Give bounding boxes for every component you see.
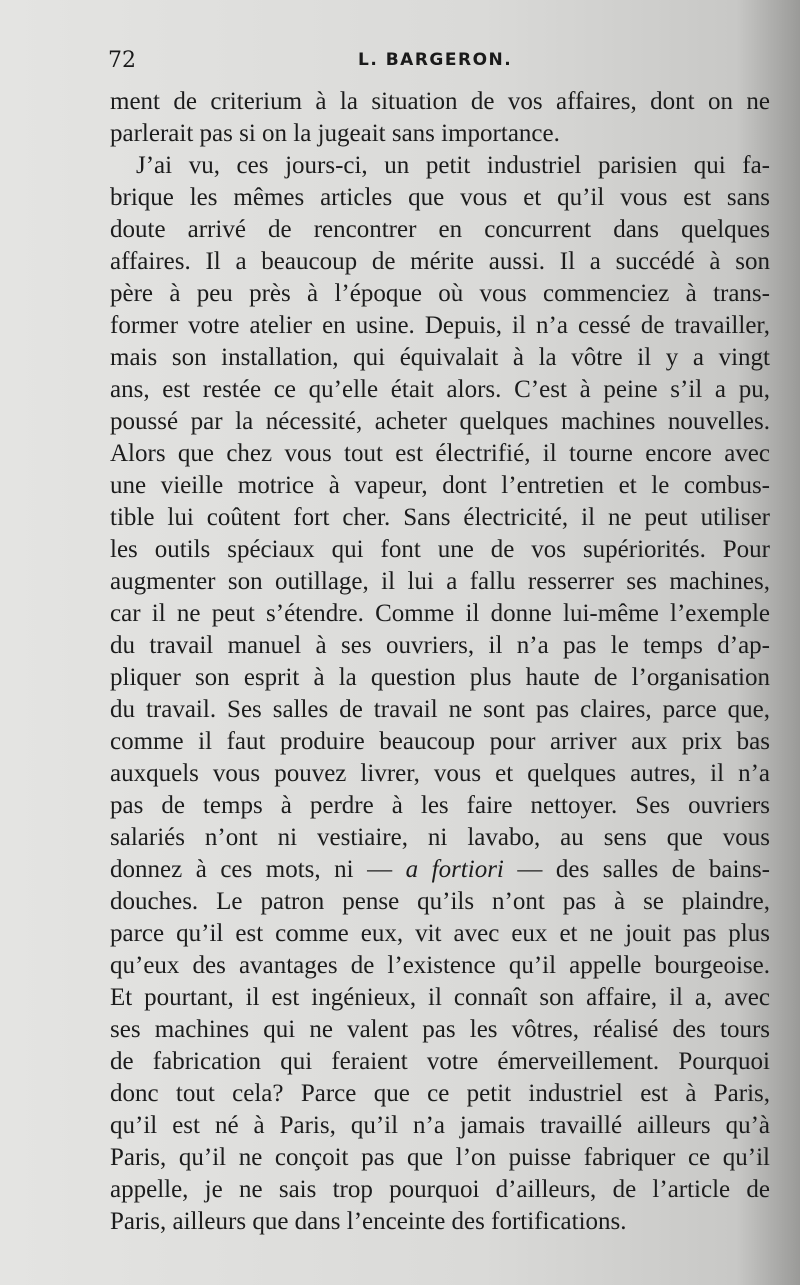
text-line: augmenter son outillage, il lui a fallu resserrer ses machines, [110, 568, 770, 595]
text-line: comme il faut produire beaucoup pour arriver aux prix bas [110, 728, 770, 755]
text-line: former votre atelier en usine. Depuis, il n’a cessé de travailler, [110, 312, 770, 339]
text-line: affaires. Il a beaucoup de mérite aussi. Il a succédé à son [110, 248, 770, 275]
text-line: J’ai vu, ces jours-ci, un petit industriel parisien qui fa- [136, 152, 770, 179]
text-line: ses machines qui ne valent pas les vôtres, réalisé des tours [110, 1016, 770, 1043]
text-line: Et pourtant, il est ingénieux, il connaît son affaire, il a, avec [110, 984, 770, 1011]
text-line: appelle, je ne sais trop pourquoi d’ailleurs, de l’article de [110, 1176, 770, 1203]
text-line: une vieille motrice à vapeur, dont l’entretien et le combus- [110, 472, 770, 499]
text-line: qu’il est né à Paris, qu’il n’a jamais travaillé ailleurs qu’à [110, 1112, 770, 1139]
text-line-italic-phrase [110, 854, 770, 886]
body-text [110, 86, 770, 1238]
text-line: parce qu’il est comme eux, vit avec eux et ne jouit pas plus [110, 920, 770, 947]
text-line: pas de temps à perdre à les faire nettoyer. Ses ouvriers [110, 792, 770, 819]
page-header [108, 48, 758, 80]
text-line: auxquels vous pouvez livrer, vous et quelques autres, il n’a [110, 760, 770, 787]
text-line: de fabrication qui feraient votre émerveillement. Pourquoi [110, 1048, 770, 1075]
text-segment: — des salles de bains- [503, 856, 770, 883]
text-line: car il ne peut s’étendre. Comme il donne lui-même l’exemple [110, 600, 770, 627]
text-line: pliquer son esprit à la question plus haute de l’organisation [110, 664, 770, 691]
text-line: ment de criterium à la situation de vos affaires, dont on ne [110, 88, 770, 115]
text-line: ans, est restée ce qu’elle était alors. C’est à peine s’il a pu, [110, 376, 770, 403]
italic-phrase: a fortiori [405, 856, 504, 883]
text-line: mais son installation, qui équivalait à la vôtre il y a vingt [110, 344, 770, 371]
running-title: L. BARGERON. [358, 50, 513, 70]
text-line: tible lui coûtent fort cher. Sans électricité, il ne peut utiliser [110, 504, 770, 531]
page-number: 72 [108, 48, 136, 73]
text-line: qu’eux des avantages de l’existence qu’il appelle bourgeoise. [110, 952, 770, 979]
text-line: du travail manuel à ses ouvriers, il n’a pas le temps d’ap- [110, 632, 770, 659]
text-line: donc tout cela? Parce que ce petit industriel est à Paris, [110, 1080, 770, 1107]
text-segment: donnez à ces mots, ni — [110, 856, 406, 883]
text-line: brique les mêmes articles que vous et qu’il vous est sans [110, 184, 770, 211]
text-line: du travail. Ses salles de travail ne sont pas claires, parce que, [110, 696, 770, 723]
text-line: Paris, ailleurs que dans l’enceinte des fortifications. [110, 1208, 627, 1235]
text-line: père à peu près à l’époque où vous commenciez à trans- [110, 280, 770, 307]
text-line: Alors que chez vous tout est électrifié, il tourne encore avec [110, 440, 770, 467]
text-line: Paris, qu’il ne conçoit pas que l’on puisse fabriquer ce qu’il [110, 1144, 770, 1171]
text-line: poussé par la nécessité, acheter quelques machines nouvelles. [110, 408, 770, 435]
text-line: les outils spéciaux qui font une de vos supériorités. Pour [110, 536, 770, 563]
text-line: parlerait pas si on la jugeait sans importance. [110, 120, 560, 147]
text-line: doute arrivé de rencontrer en concurrent dans quelques [110, 216, 770, 243]
text-line: salariés n’ont ni vestiaire, ni lavabo, au sens que vous [110, 824, 770, 851]
text-line: douches. Le patron pense qu’ils n’ont pas à se plaindre, [110, 888, 770, 915]
